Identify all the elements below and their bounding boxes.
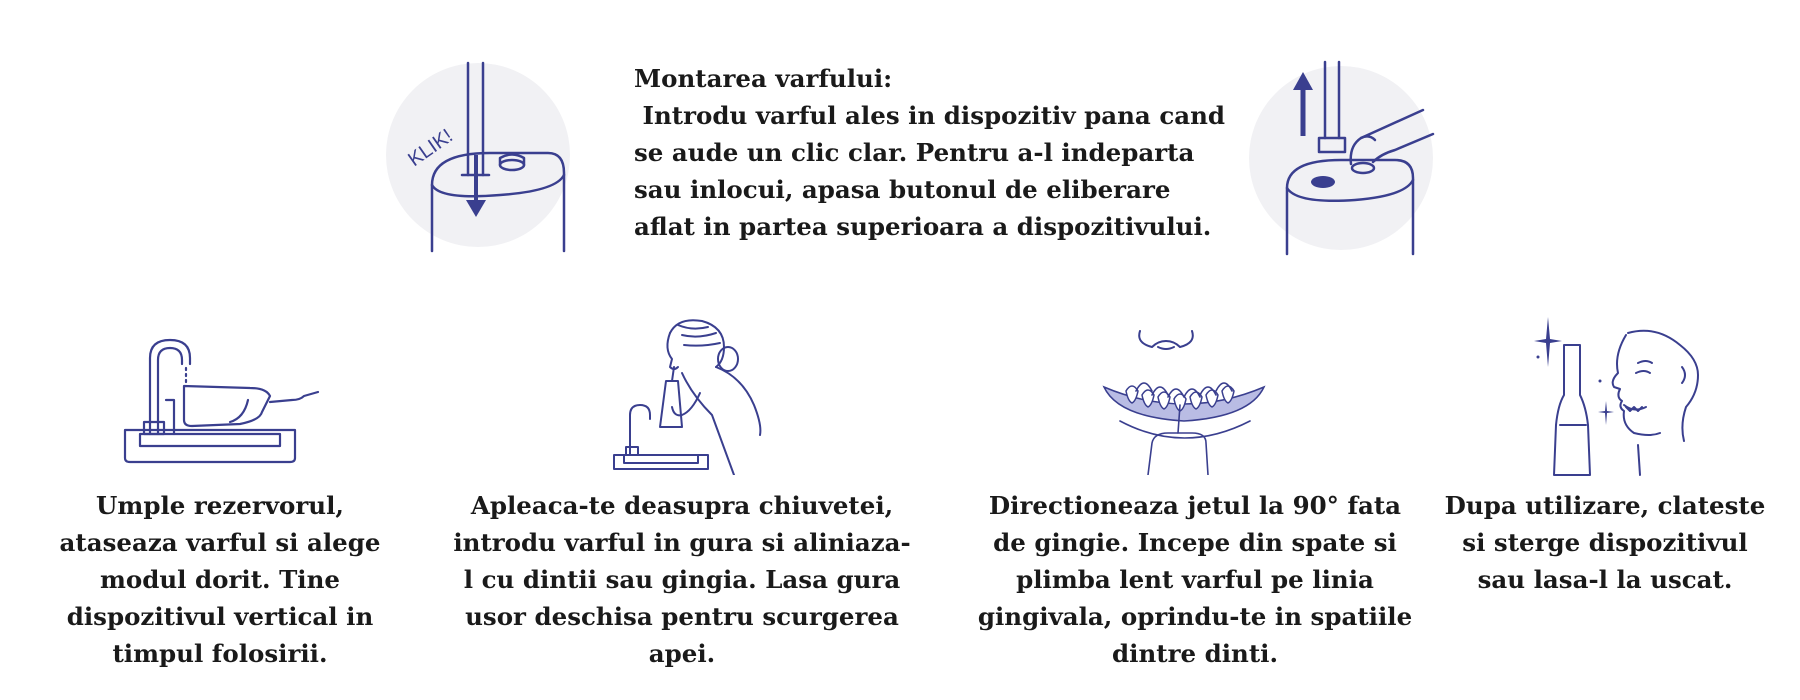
jet-at-gumline-icon bbox=[1100, 325, 1270, 475]
step-fill-text: Umple rezervorul, ataseaza varful si alege modul dorit. Tine dispozitivul vertical in timpul folosirii. bbox=[59, 491, 381, 668]
step-jet-text: Directioneaza jetul la 90° fata de gingie. Incepe din spate si plimba lent varful pe linia gingivala, oprindu-te in spatiile dintre dinti. bbox=[977, 491, 1413, 668]
person-leaning-over-sink-icon bbox=[612, 315, 782, 475]
clean-device-smile-icon bbox=[1530, 315, 1720, 480]
tip-insert-icon bbox=[380, 55, 580, 255]
click-label: KLIK! bbox=[404, 125, 457, 172]
mounting-instructions bbox=[634, 60, 1234, 245]
tip-release-icon bbox=[1245, 58, 1445, 258]
faucet-fill-reservoir-icon bbox=[120, 330, 320, 470]
step-lean-text: Apleaca-te deasupra chiuvetei, introdu varful in gura si aliniaza-l cu dintii sau gingia. Lasa gura usor deschisa pentru scurgerea apei. bbox=[453, 491, 911, 668]
mounting-body: Introdu varful ales in dispozitiv pana cand se aude un clic clar. Pentru a-l indeparta sau inlocui, apasa butonul de eliberare aflat in partea superioara a dispozitivului. bbox=[634, 101, 1234, 241]
step-clean-text: Dupa utilizare, clateste si sterge dispozitivul sau lasa-l la uscat. bbox=[1444, 491, 1766, 594]
mounting-title: Montarea varfului: bbox=[634, 64, 893, 93]
